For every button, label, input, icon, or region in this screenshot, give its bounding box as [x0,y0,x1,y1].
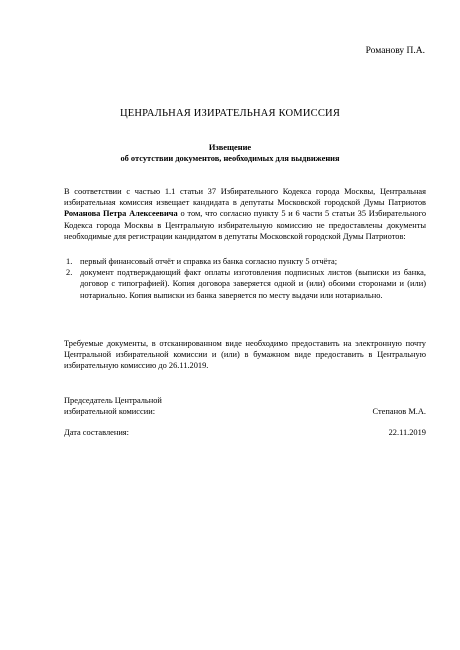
list-item-number: 2. [66,268,73,278]
document-title: ЦЕНРАЛЬНАЯ ИЗИРАТЕЛЬНАЯ КОМИССИЯ [119,108,341,119]
list-item-text: первый финансовый отчёт и справка из банка согласно пункту 5 отчёта; [80,257,338,266]
date-line [64,427,426,438]
list-item-number: 1. [66,257,73,266]
list-item-text: документ подтверждающий факт оплаты изготовления подписных листов (выписки из банка, договор с типографией). Копия договора заверяется одной и (или) обоими сторонами и (или) нотариально. Копия выписки из банка заверяется по месту выдачи или нотариально. [80,268,426,300]
signature-role-line1: Председатель Центральной [64,396,162,405]
notice-heading-block [0,142,460,164]
notice-heading: Извещение [208,143,252,152]
paragraph-intro-text: В соответствии с частью 1.1 статьи 37 Избирательного Кодекса города Москвы, Центральная избирательная комиссия извещает кандидата в депутаты Московской городской Думы Патриотов [64,187,426,208]
list-item [64,267,426,301]
notice-subheading: об отсутствии документов, необходимых для выдвижения [120,154,340,163]
list-item [64,256,426,267]
date-label: Дата составления: [64,428,129,437]
date-value: 22.11.2019 [388,428,426,437]
missing-documents-list [64,256,426,301]
paragraph-intro-text-cont: о том, что согласно пункту 5 и 6 части 5 статьи 35 Избирательного Кодекса города Москвы в Центральную избирательную комиссию не предоставлены документы необходимые для регистрации кандидатом в депутаты Московской городской Думы Патриотов: [64,209,427,241]
signature-role-line2: избирательной комиссии: [64,407,156,417]
paragraph-intro [64,186,426,242]
paragraph-instructions: Требуемые документы, в отсканированном виде необходимо предоставить на электронную почту Центральной избирательной комиссии и (или) в бумажном виде предоставить в Центральную избирательную комиссию до 26.11.2019. [64,339,426,371]
addressee: Романову П.А. [365,46,425,56]
signature-block [64,395,426,417]
signature-name: Степанов М.А. [372,407,426,417]
candidate-name: Романова Петра Алексеевича [64,209,178,219]
